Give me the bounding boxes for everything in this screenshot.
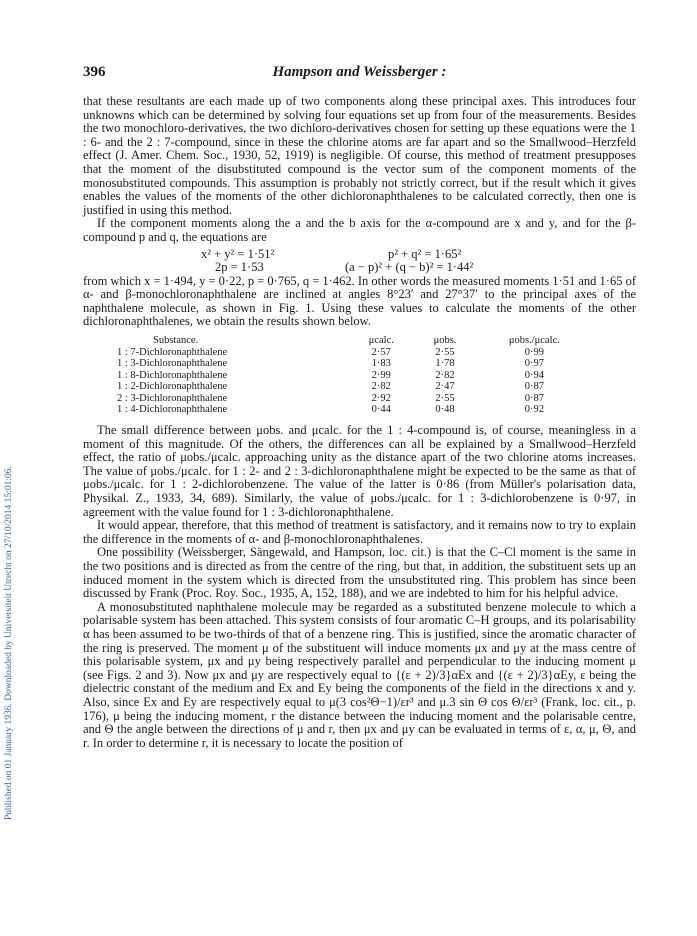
calc-cell: 2·92 [371, 392, 391, 404]
table-row [113, 381, 593, 393]
obs-cell: 2·47 [435, 381, 455, 393]
substance-cell: 1 : 7-Dichloronaphthalene [117, 346, 228, 358]
ratio-cell: 0·94 [524, 369, 544, 381]
calc-cell: 2·57 [371, 346, 391, 358]
table-row [113, 370, 593, 382]
obs-cell: 2·82 [435, 369, 455, 381]
table-row [113, 404, 593, 416]
calc-cell: 0·44 [371, 404, 391, 416]
paragraph-4: The small difference between μobs. and μcalc. for the 1 : 4-compound is, of course, meaningless in a moment of this magnitude. Of the others, the differences can all be explained by a Smallwood–Herzfeld effect, the ratio of μobs./μcalc. approaching unity as the distance apart of the two chlorine atoms increases. The value of μobs./μcalc. for 1 : 2- and 2 : 3-dichloronaphthalene might be expected to be the same as that of μobs./μcalc. for 1 : 2-dichlorobenzene. The value of the latter is 0·86 (from Müller's polarisation data, Physikal. Z., 1933, 34, 689). Similarly, the value of μobs./μcalc. for 1 : 3-dichlorobenzene is 0·97, in agreement with the value found for 1 : 3-dichloronaphthalene. [83, 423, 636, 519]
ratio-cell: 0·92 [524, 404, 544, 416]
substance-cell: 1 : 2-Dichloronaphthalene [117, 381, 228, 393]
obs-cell: 1·78 [435, 358, 455, 370]
ratio-cell: 0·87 [524, 381, 544, 393]
table-row [113, 347, 593, 359]
paragraph-2: If the component moments along the a and the b axis for the α-compound are x and y, and for the β-compound p and q, the equations are [83, 216, 636, 244]
header-mu-obs: μobs. [433, 334, 457, 346]
paragraph-3: from which x = 1·494, y = 0·22, p = 0·765, q = 1·462. In other words the measured moments 1·51 and 1·65 of α- and β-monochloronaphthalene are inclined at angles 8°23′ and 27°37′ to the principal axes of the naphthalene molecule, as shown in Fig. 1. Using these values to calculate the moments of the other dichloronaphthalenes, we obtain the results shown below. [83, 273, 636, 329]
ratio-cell: 0·99 [524, 346, 544, 358]
download-watermark [2, 180, 16, 820]
download-watermark-text: Published on 01 January 1936. Downloaded by Universiteit Utrecht on 27/10/2014 15:01:06. [4, 466, 14, 820]
paragraph-5: It would appear, therefore, that this method of treatment is satisfactory, and it remains now to try to explain the difference in the moments of α- and β-monochloronaphthalenes. [83, 518, 636, 546]
calc-cell: 2·99 [371, 369, 391, 381]
substance-cell: 1 : 4-Dichloronaphthalene [117, 404, 228, 416]
ratio-cell: 0·87 [524, 392, 544, 404]
substance-cell: 1 : 8-Dichloronaphthalene [117, 369, 228, 381]
obs-cell: 2·55 [435, 392, 455, 404]
running-title: Hampson and Weissberger : [272, 64, 447, 80]
calc-cell: 1·83 [371, 358, 391, 370]
equation-4: (a − p)² + (q − b)² = 1·44² [345, 259, 474, 274]
equation-1: x² + y² = 1·51² [201, 246, 275, 261]
paragraph-6: One possibility (Weissberger, Sängewald, and Hampson, loc. cit.) is that the C–Cl moment is the same in the two positions and is directed as from the centre of the ring, but that, in addition, the substituent sets up an induced moment in the system which is directed from the unsubstituted ring. This problem has since been discussed by Frank (Proc. Roy. Soc., 1935, A, 152, 188), and we are indebted to him for his helpful advice. [83, 545, 636, 601]
equation-block [83, 245, 636, 275]
obs-cell: 2·55 [435, 346, 455, 358]
calc-cell: 2·82 [371, 381, 391, 393]
page-header [83, 64, 636, 84]
paragraph-1: that these resultants are each made up of two components along these principal axes. This introduces four unknowns which can be determined by solving four equations set up from four of the measurements. Besides the two monochloro-derivatives, the two dichloro-derivatives chosen for setting up these equations were the 1 : 6- and the 2 : 7-compound, since in these the chlorine atoms are far apart and so the Smallwood–Herzfeld effect (J. Amer. Chem. Soc., 1930, 52, 1919) is negligible. Of course, this method of treatment presupposes that the moment of the disubstituted compound is the vector sum of the component moments of the monosubstituted compounds. This assumption is probably not strictly correct, but if the result which it gives enables the values of the moments of the other dichloronaphthalenes to be calculated correctly, then one is justified in using this method. [83, 94, 636, 217]
substance-cell: 2 : 3-Dichloronaphthalene [117, 392, 228, 404]
results-table [113, 335, 593, 416]
table-row [113, 358, 593, 370]
obs-cell: 0·48 [435, 404, 455, 416]
table-row [113, 393, 593, 405]
substance-cell: 1 : 3-Dichloronaphthalene [117, 358, 228, 370]
paragraph-7: A monosubstituted naphthalene molecule may be regarded as a substituted benzene molecule to which a polarisable system has been attached. This system consists of four aromatic C–H groups, and its polarisability α has been assumed to be two-thirds of that of a benzene ring. This is justified, since the aromatic character of the ring is preserved. The moment μ of the substituent will induce moments μx and μy at the mass centre of this polarisable system, μx and μy being respectively parallel and perpendicular to the inducing moment μ (see Figs. 2 and 3). Now μx and μy are respectively equal to {(ε + 2)/3}αEx and {(ε + 2)/3}αEy, ε being the dielectric constant of the medium and Ex and Ey being the components of the field in the directions x and y. Also, since Ex and Ey are respectively equal to μ(3 cos²Θ−1)/εr³ and μ.3 sin Θ cos Θ/εr³ (Frank, loc. cit., p. 176), μ being the inducing moment, r the distance between the inducing moment and the polarisable centre, and Θ the angle between the directions of μ and r, then μx and μy can be evaluated in terms of ε, α, μ, Θ, and r. In order to determine r, it is necessary to locate the position of [83, 599, 636, 750]
header-mu-calc: μcalc. [368, 334, 394, 346]
header-substance: Substance. [153, 334, 199, 346]
article-body [83, 95, 636, 750]
equation-2: p² + q² = 1·65² [388, 246, 462, 261]
header-ratio: μobs./μcalc. [508, 334, 560, 346]
ratio-cell: 0·97 [524, 358, 544, 370]
equation-3: 2p = 1·53 [215, 259, 264, 274]
page-number: 396 [83, 64, 106, 80]
table-header-row [113, 335, 593, 347]
